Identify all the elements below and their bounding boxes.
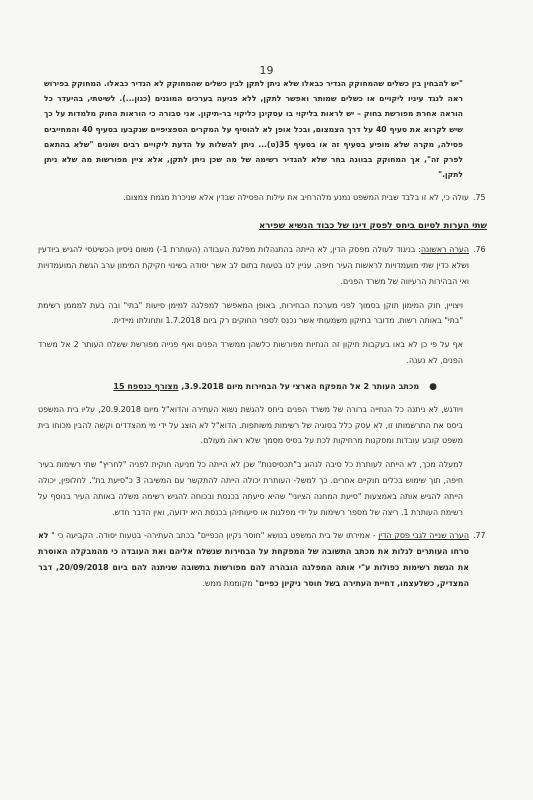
paragraph-emphasis: ויודגש, לא ניתנה כל הנחייה ברורה של משרד הפנים ביחס להגשת נשוא העתירה והדוא"ל מיום 20.9.2018, עליו בית המשפט ביסס את התרשמותו זו, לא עסק כלל בסוגיה של רשימות משותפות. הדוא"ל לא הוצג על ידי מי מהצדדים וקשה להבין מכוחו בית משפט קובע עובדות ומסקנות מרחיקות לכת על בסיס מסמך שלא ראה מעולם.: [38, 404, 463, 446]
paragraph-76: [38, 242, 493, 289]
paragraph-moreover: למעלה מכך, לא הייתה לעותרת כל סיבה לנהוג ב"תכסיסנות" שכן לא הייתה כל מניעה חוקית לפניה "לחריץ" שתי רשימות בעיר חיפה, תוך שימוש בכלים חוקיים אחרים. כך למשל- העותרת יכולה הייתה להתקשר עם המשיבה 3 כ"סיעת בת". לחלופין, יכולה הייתה להגיש אותה באמצעות "סיעת המחנה הציוני" שהיא סיעתה בכנסת ובכוחה להגיש רשימה משלה באותה העיר בנוסף על רשימת העותרת 1. ריצה של מספר רשימות על ידי מפלגות או סיעותיהן בכנסת היא ידועה, ואין הדבר חדש.: [38, 460, 463, 517]
paragraph-77: [38, 528, 493, 591]
paragraph-lead: הערה ראשונה: [420, 245, 470, 255]
paragraph-number: .75: [473, 193, 486, 203]
paragraph-lead: הערה שנייה לגבי פסק הדין: [378, 531, 469, 541]
paragraph-number: .77: [473, 531, 486, 541]
paragraph-76-note: ויצויין, חוק המימון תוקן בסמוך לפני מערכת הבחירות, באופן המאפשר למפלגה למימן סיעות "בתי" ובה בעת למממן רשימת "בתי" באותה רשות. מדובר בתיקון משמעותי אשר נכנס לספר החוקים רק ביום 1.7.2018 ותחולתו מיידית.: [38, 300, 463, 326]
court-quote: "יש להבחין בין כשלים שהמחוקק הגדיר כבאלו שלא ניתן לתקן לבין כשלים שהמחוקק לא הגדיר כבאלו. המחוקק בפירוש ראה לנגד עיניו ליקויים או כשלים שמותר ואפשר לתקן, ללא פגיעה בערכים המוגנים (כגון...). לשיטתי, בהיעדר כל הוראה אחרת מפורשת בחוק – יש לראות בליקוי בו עסקינן כליקוי בר-תיקון. אני סבורה כי הוראות החוק מלמדות על כך שיש לקרוא את סעיף 40 על דרך הצמצום, ובכל אופן לא להוסיף על המקרים הספציפיים שנקבעו בסעיף 40 והמחייבים פסילה, מקרה שלא מופיע בסעיף זה או בסעיף 35(ט)... ניתן להשלות על הדעת ליקויים רבים ושונים "שלא בהתאם לפרק זה", אך המחוקק בבוונה בחר שלא להגדיר רשימה של מה שכן ניתן לתקן, אלא ציין מפורשות מה שלא ניתן לתקן.": [44, 79, 464, 180]
paragraph-text: [38, 528, 469, 591]
page-number: 19: [259, 64, 274, 77]
quoted-ruling: לא טרחו העותרים לגלות את מכתב התשובה של המפקחת על הבחירות שנשלח אליהם ואת העובדה כי מהמבקלה האוסרת את הגשת רשימות כפולות ע"י אותה המפלגה הובהרה להם מפורשות בתשובה שניתנה להם ביום 20/09/2018, דבר המצדיק, כשלעצמו, דחיית העתירה בשל חוסר ניקיון כפיים: [38, 531, 469, 588]
paragraph-75: [38, 190, 493, 206]
exhibit-bullet: [38, 379, 437, 394]
paragraph-tail: " מקוממת ממש.: [202, 578, 259, 588]
paragraph-text: [38, 242, 469, 289]
paragraph-number: .76: [473, 245, 486, 255]
bullet-icon: ●: [429, 381, 437, 392]
paragraph-body: - אמירתו של בית המשפט בנושא "חוסר נקיון הכפיים" בכתב העתירה- בטעות יסודה. הקביעה כי ": [48, 531, 379, 541]
paragraph-text: עולה כי, לא זו בלבד שבית המשפט נמנע מלהרחיב את עילות הפסילה שבדין אלא שניכרת מגמת צמצום.: [123, 193, 469, 203]
paragraph-no-guidance: אף על פי כן לא באו בעקבות תיקון זה הנחיות מפורשות כלשהן ממשרד הפנים ואף פנייה מפורשת ששלח העותר 2 אל משרד הפנים, לא נענה.: [38, 340, 463, 365]
bullet-text: מכתב העותר 2 אל המפקח הארצי על הבחירות מיום 3.9.2018,: [178, 381, 420, 391]
exhibit-reference: מצורף כנספח 15: [113, 381, 179, 391]
section-heading: שתי הערות לסיום ביחס לפסק דינו של כבוד הנשיא שפירא: [259, 221, 487, 232]
paragraph-body: : בניגוד לעולה מפסק הדין, לא הייתה בהתנהלות מפלגת העבודה (העותרת 1-) משום ניסיון הכשיטסי להגיש ביודעין ושלא כדין שתי מועמדויות לראשות העיר חיפה. עניין לנו בטעות בתום לב אשר יסודה בשינוי חקיקת המימון ערב הגשת המועמדויות ואי הבהירות הרעיווה של משרד הפנים.: [38, 245, 469, 286]
